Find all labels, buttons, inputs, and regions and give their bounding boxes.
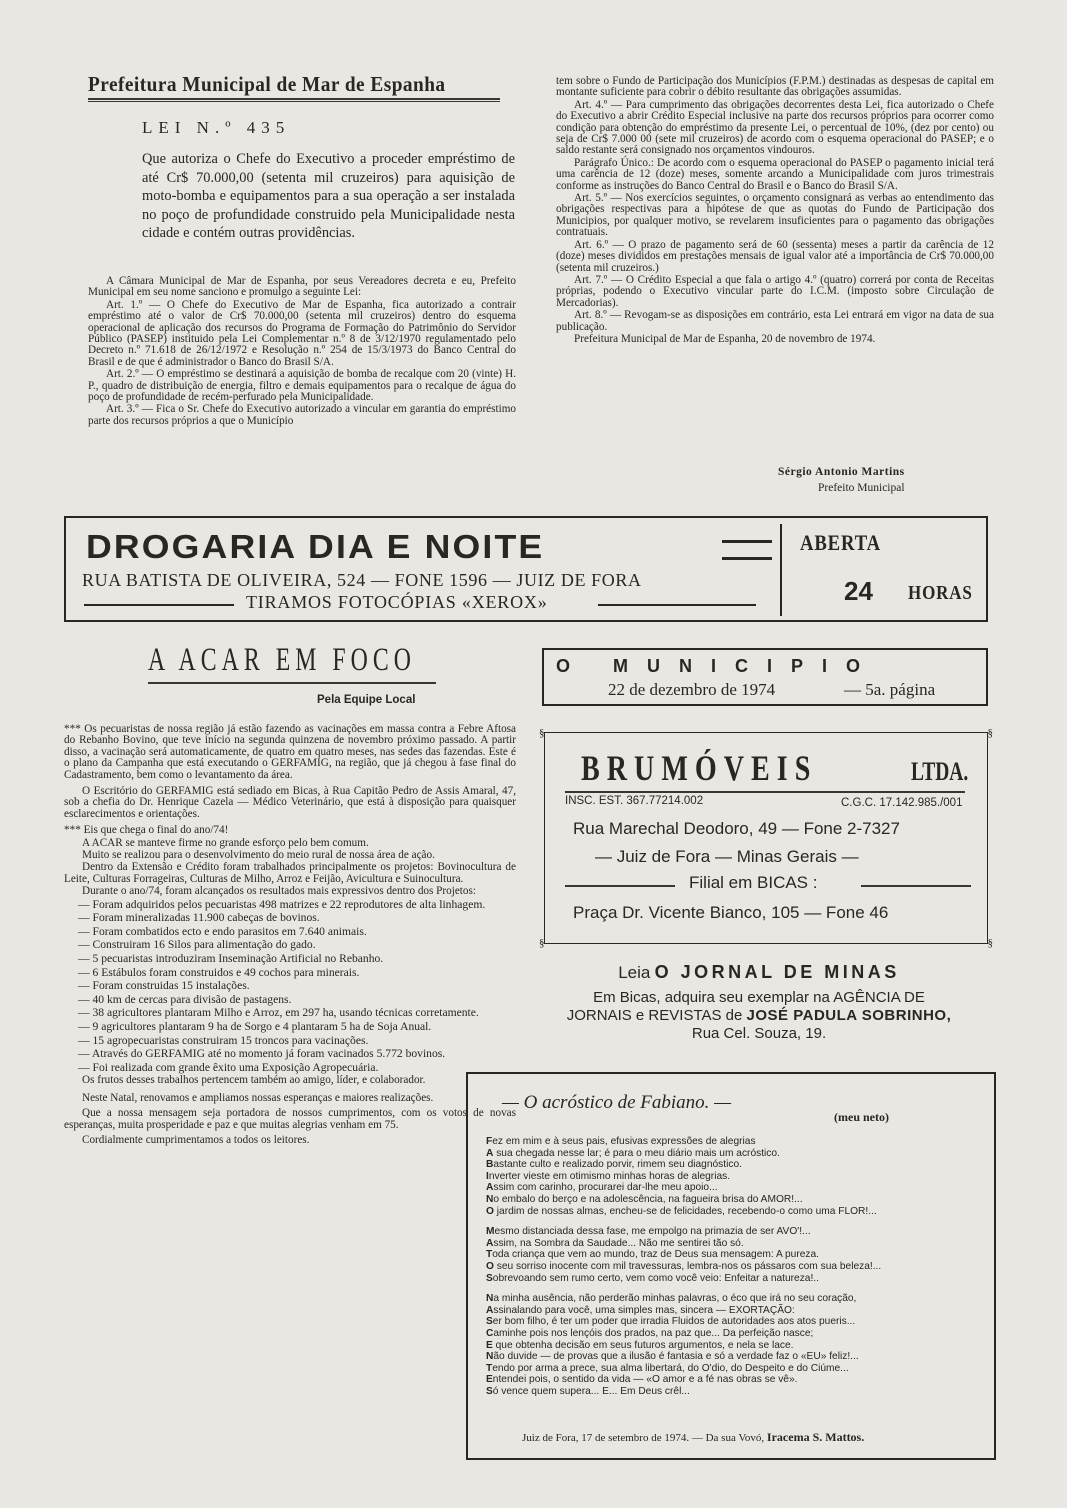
acrostico-title: — O acróstico de Fabiano. — bbox=[502, 1092, 732, 1113]
lei-paragraph: Art. 1.º — O Chefe do Executivo de Mar de Espanha, fica autorizado a contrair empréstimo até o valor de Cr$ 70.000,00 (setenta mil cruzeiros) dentro do esquema operacional de aplicação dos recursos do Programa de Formação do Patrimônio do Servidor Público (PASEP) instituido pela Lei Complementar n.º 8 de 3/12/1970 regulamentado pelo Decreto n.º 71.618 de 26/12/1972 e Resolução n.º 254 de 15/3/1973 do Banco Central do Brasil e de que é administrador o Banco do Brasil S/A. bbox=[88, 298, 516, 368]
acrostico-line: Caminhe pois nos lençóis dos prados, na paz que... Da perfeição nasce; bbox=[486, 1327, 814, 1339]
acrostico-line: Só vence quem supera... E... Em Deus crêl... bbox=[486, 1385, 690, 1397]
acar-result-item: — Construiram 16 Silos para alimentação do gado. bbox=[78, 938, 316, 952]
drogaria-open-label: ABERTA bbox=[800, 530, 881, 555]
drogaria-service: TIRAMOS FOTOCÓPIAS «XEROX» bbox=[246, 592, 548, 612]
acar-paragraph: Os frutos desses trabalhos pertencem também ao amigo, líder, e colaborador. bbox=[82, 1074, 426, 1087]
acrostico-line: Inverter vieste em otimismo minhas horas de alegrias. bbox=[486, 1170, 731, 1182]
acar-paragraph: Muito se realizou para o desenvolvimento do meio rural de nossa área de ação. bbox=[82, 849, 435, 862]
lei-left-column bbox=[88, 276, 516, 428]
brumoveis-address: Rua Marechal Deodoro, 49 — Fone 2-7327 bbox=[573, 819, 900, 838]
acar-byline: Pela Equipe Local bbox=[317, 694, 416, 706]
acar-result-item: — 5 pecuaristas introduziram Inseminação Artificial no Rebanho. bbox=[78, 952, 384, 966]
acrostico-line: Toda criança que vem ao mundo, traz de Deus sua mensagem: A pureza. bbox=[486, 1249, 819, 1261]
acrostico-line: E que obtenha decisão em seus futuros argumentos, e nela se lace. bbox=[486, 1339, 794, 1351]
lei-paragraph: tem sobre o Fundo de Participação dos Municípios (F.P.M.) destinadas as despesas de capital em montante suficiente para cobrir o débito resultante das obrigações assumidas. bbox=[556, 75, 994, 99]
acrostico-poem bbox=[486, 1136, 986, 1397]
brumoveis-suffix: LTDA. bbox=[911, 757, 969, 786]
acar-result-item: — 40 km de cercas para divisão de pastagens. bbox=[78, 992, 292, 1006]
brumoveis-ad bbox=[539, 727, 993, 949]
acrostico-initial: A bbox=[486, 1147, 494, 1159]
brumoveis-name-underline bbox=[565, 791, 965, 793]
acar-title-underline bbox=[148, 682, 436, 684]
acar-result-item: — Foi realizada com grande êxito uma Exposição Agropecuária. bbox=[78, 1060, 379, 1074]
acrostico-line: Não duvide — de provas que a ilusão é fantasia e só a verdade faz o «EU» feliz!... bbox=[486, 1351, 859, 1363]
acar-result-item: — Através do GERFAMIG até no momento já foram vacinados 5.772 bovinos. bbox=[78, 1047, 446, 1061]
acar-paragraph: Que a nossa mensagem seja portadora de nossos cumprimentos, com os votos de novas esperanças, muita prosperidade e paz e que muitas alegrias venham em 75. bbox=[64, 1107, 516, 1131]
acrostico-initial: S bbox=[486, 1272, 493, 1284]
acar-result-item: — Foram construidas 15 instalações. bbox=[78, 979, 250, 993]
acrostico-line: Assim, na Sombra da Saudade... Não me sentirei tão só. bbox=[486, 1237, 744, 1249]
lei-paragraph: Art. 2.º — O empréstimo se destinará a aquisição de bomba de recalque com 20 (vinte) H. P., quadro de distribuição de energia, filtro e demais equipamentos para o recalque de água do poço de profundidade de recém-perfurado pela Municipalidade. bbox=[88, 368, 516, 404]
jornal-title-line bbox=[514, 962, 1004, 983]
acrostico-author: Iracema S. Mattos. bbox=[766, 1430, 865, 1444]
jornal-agent: JOSÉ PADULA SOBRINHO, bbox=[746, 1007, 952, 1024]
acar-paragraph: *** Eis que chega o final do ano/74! bbox=[64, 824, 229, 837]
acrostico-initial: S bbox=[486, 1385, 493, 1397]
jornal-ad bbox=[514, 962, 1004, 1042]
acar-results-list bbox=[78, 899, 516, 1075]
acrostico-initial: A bbox=[486, 1304, 494, 1316]
drogaria-name: DROGARIA DIA E NOITE bbox=[86, 528, 545, 565]
drogaria-hours-number: 24 bbox=[844, 576, 873, 606]
acar-paragraph: Durante o ano/74, foram alcançados os resultados mais expressivos dentro dos Projetos: bbox=[82, 885, 476, 898]
acrostico-line: Mesmo distanciada dessa fase, me empolgo na primazia de ser AVO'!... bbox=[486, 1226, 811, 1238]
municipio-date: 22 de dezembro de 1974 bbox=[608, 680, 776, 699]
acrostico-initial: N bbox=[486, 1351, 494, 1363]
lei-paragraph: Art. 8.º — Revogam-se as disposições em contrário, esta Lei entrará em vigor na data de sua publicação. bbox=[556, 309, 994, 333]
acrostico-initial: M bbox=[486, 1226, 495, 1238]
acrostico-initial: C bbox=[486, 1327, 494, 1339]
acar-result-item: — 6 Estábulos foram construidos e 49 cochos para minerais. bbox=[78, 965, 360, 979]
jornal-line2: Em Bicas, adquira seu exemplar na AGÊNCIA DE bbox=[593, 989, 925, 1006]
lei-paragraph: Prefeitura Municipal de Mar de Espanha, 20 de novembro de 1974. bbox=[574, 332, 876, 345]
drogaria-divider bbox=[780, 524, 782, 616]
drogaria-service-line-right bbox=[598, 604, 756, 606]
lei-signature-name: Sérgio Antonio Martins bbox=[778, 466, 905, 478]
acrostico-initial: A bbox=[486, 1237, 494, 1249]
lei-header: Prefeitura Municipal de Mar de Espanha bbox=[88, 72, 446, 96]
acrostico-line: O seu sorriso inocente com mil travessuras, lembra-nos os pássaros com sua beleza!... bbox=[486, 1260, 882, 1272]
acrostico-footer: Juiz de Fora, 17 de setembro de 1974. — Da sua Vovó, Iracema S. Mattos. bbox=[522, 1430, 865, 1444]
jornal-line4: Rua Cel. Souza, 19. bbox=[691, 1025, 827, 1042]
municipio-page: — 5a. página bbox=[844, 680, 936, 699]
acrostico-line: Assim com carinho, procurarei dar-lhe meu apoio... bbox=[486, 1182, 718, 1194]
acrostico-initial: O bbox=[486, 1205, 494, 1217]
brumoveis-filial-address: Praça Dr. Vicente Bianco, 105 — Fone 46 bbox=[573, 903, 889, 922]
acrostico-line: Assinalando para você, uma simples mas, sincera — EXORTAÇÃO: bbox=[486, 1304, 795, 1316]
lei-paragraph: Parágrafo Único.: De acordo com o esquema operacional do PASEP o pagamento inicial terá uma carência de 12 (doze) meses, somente arcando a Municipalidade com juros trimestrais conforme as instruções do Banco Central do Brasil e o Banco do Brasil S/A. bbox=[556, 156, 994, 192]
acrostico-initial: T bbox=[486, 1249, 493, 1261]
lei-summary: Que autoriza o Chefe do Executivo a proceder empréstimo de até Cr$ 70.000,00 (setenta mil cruzeiros) para aquisição de moto-bomba e equipamentos para a sua operação a ser instalada no poço de profundidade construido pela Municipalidade nesta cidade e contém outras providências. bbox=[142, 151, 515, 241]
acrostico-line: Tendo por arma a prece, sua alma libertará, do O'dio, do Despeito e do Ciúme... bbox=[486, 1362, 849, 1374]
brumoveis-filial: Filial em BICAS : bbox=[689, 873, 818, 892]
acrostico-line: No embalo do berço e na adolescência, na fagueira brisa do AMOR!... bbox=[486, 1193, 803, 1205]
acar-paragraph: Dentro da Extensão e Crédito foram trabalhados principalmente os projetos: Bovinocultura de Leite, Culturas Forrageiras, Culturas de Milho, Arroz e Feijão, Avicultura e Suinocultura. bbox=[64, 861, 516, 885]
acrostico-line: Entendei pois, o sentido da vida — «O amor e a fé nas obras se vê». bbox=[486, 1374, 798, 1386]
acrostico-initial: I bbox=[486, 1170, 489, 1182]
drogaria-ad bbox=[64, 516, 988, 622]
lei-paragraph: Art. 3.º — Fica o Sr. Chefe do Executivo autorizado a vincular em garantia do empréstimo parte dos recursos próprios a que o Município bbox=[88, 403, 516, 427]
corner-ornament-br: § bbox=[987, 937, 993, 949]
lei-header-underline-2 bbox=[88, 101, 500, 102]
acrostico-line: Sobrevoando sem rumo certo, vem como você veio: Enfeitar a natureza!.. bbox=[486, 1272, 819, 1284]
lei-paragraph: Art. 7.º — O Crédito Especial a que fala o artigo 4.º (quatro) correrá por conta de Receitas próprias, podendo o Executivo vincular parte do I.C.M. (imposto sobre Circulação de Mercadorias). bbox=[556, 273, 994, 309]
drogaria-address: RUA BATISTA DE OLIVEIRA, 524 — FONE 1596 — JUIZ DE FORA bbox=[82, 570, 642, 590]
acrostico-initial: F bbox=[486, 1136, 493, 1147]
drogaria-equals-decor bbox=[722, 540, 772, 560]
acrostico-initial: S bbox=[486, 1316, 493, 1328]
acar-paragraph: O Escritório do GERFAMIG está sediado em Bicas, à Rua Capitão Pedro de Assis Amaral, 47, sob a chefia do Dr. Henrique Cazela — Médico Veterinário, que está à disposição para quaisquer esclarecimentos e orientações. bbox=[64, 785, 516, 820]
lei-paragraph: Art. 6.º — O prazo de pagamento será de 60 (sessenta) meses a partir da carência de 12 (doze) meses divididos em prestações mensais de igual valor até a importância de Cr$ 70.000,00 (setenta mil cruzeiros.) bbox=[556, 238, 994, 274]
acar-title: A ACAR EM FOCO bbox=[148, 642, 416, 678]
corner-ornament-tr: § bbox=[987, 727, 993, 739]
lei-paragraph: A Câmara Municipal de Mar de Espanha, por seus Vereadores decreta e eu, Prefeito Municipal em seu nome sanciono e promulgo a seguinte Lei: bbox=[88, 275, 516, 299]
lei-title: LEI N.º 435 bbox=[142, 118, 291, 137]
brumoveis-cgc: C.G.C. 17.142.985./001 bbox=[841, 797, 963, 809]
acrostico-initial: O bbox=[486, 1260, 494, 1272]
corner-ornament-bl: § bbox=[539, 937, 545, 949]
acar-result-item: — 38 agricultores plantaram Milho e Arroz, em 297 ha, usando técnicas corretamente. bbox=[78, 1006, 479, 1020]
acrostico-initial: T bbox=[486, 1362, 493, 1374]
lei-right-column bbox=[556, 76, 994, 346]
acrostico-line: O jardim de nossas almas, encheu-se de felicidades, recebendo-o como uma FLOR!... bbox=[486, 1205, 877, 1217]
jornal-name: O JORNAL DE MINAS bbox=[654, 962, 900, 982]
acar-paragraph: Cordialmente cumprimentamos a todos os leitores. bbox=[82, 1134, 310, 1147]
acrostico-box bbox=[466, 1072, 996, 1460]
brumoveis-filial-line-right bbox=[861, 885, 971, 887]
brumoveis-name: BRUMÓVEIS bbox=[581, 748, 818, 788]
acrostico-line: Bastante culto e realizado porvir, rimem seu diagnóstico. bbox=[486, 1159, 742, 1171]
acrostico-initial: N bbox=[486, 1193, 494, 1205]
brumoveis-insc: INSC. EST. 367.77214.002 bbox=[565, 795, 704, 807]
acar-body bbox=[64, 724, 516, 1147]
acar-paragraph: Neste Natal, renovamos e ampliamos nossas esperanças e maiores realizações. bbox=[82, 1091, 434, 1104]
acrostico-line: Ser bom filho, é ter um poder que irradia Fluidos de autoridades aos atos pueris... bbox=[486, 1316, 856, 1328]
acrostico-initial: B bbox=[486, 1159, 494, 1171]
acrostico-line: Fez em mim e à seus pais, efusivas expressões de alegrias bbox=[486, 1136, 756, 1147]
acar-result-item: — 9 agricultores plantaram 9 ha de Sorgo e 4 plantaram 5 ha de Soja Anual. bbox=[78, 1020, 432, 1034]
lei-header-underline bbox=[88, 98, 500, 100]
acrostico-line: Na minha ausência, não perderão minhas palavras, o éco que irá no seu coração, bbox=[486, 1293, 857, 1305]
acar-result-item: — Foram mineralizadas 11.900 cabeças de bovinos. bbox=[78, 911, 320, 925]
acrostico-initial: N bbox=[486, 1293, 494, 1305]
acrostico-initial: E bbox=[486, 1339, 493, 1351]
brumoveis-city: — Juiz de Fora — Minas Gerais — bbox=[595, 847, 859, 866]
jornal-prefix: Leia bbox=[618, 963, 651, 982]
acrostico-initial: E bbox=[486, 1374, 493, 1386]
municipio-box bbox=[542, 648, 988, 706]
acar-paragraph: A ACAR se manteve firme no grande esforço pelo bem comum. bbox=[82, 836, 369, 849]
lei-paragraph: Art. 4.º — Para cumprimento das obrigações decorrentes desta Lei, fica autorizado o Chefe do Executivo a abrir Crédito Especial inclusive na parte dos recursos próprios para ocorrer como condição para obtenção do empréstimo da presente Lei, o percentual de 10%, (dez por cento) ou seja de Cr$ 7.000 00 (sete mil cruzeiros) de acordo com o esquema operacional do PASEP; e o saldo restante será consignado nos orçamentos vindouros. bbox=[556, 98, 994, 157]
acar-result-item: — 15 agropecuaristas construiram 15 troncos para vacinações. bbox=[78, 1033, 369, 1047]
brumoveis-filial-line-left bbox=[565, 885, 675, 887]
lei-signature-title: Prefeito Municipal bbox=[818, 482, 905, 494]
acar-result-item: — Foram adquiridos pelos pecuaristas 498 matrizes e 22 reprodutores de alta linhagem. bbox=[78, 897, 486, 911]
municipio-name: O MUNICIPIO bbox=[556, 656, 880, 676]
corner-ornament-tl: § bbox=[539, 727, 545, 739]
acrostico-line: A sua chegada nesse lar; é para o meu diário mais um acróstico. bbox=[486, 1147, 780, 1159]
acrostico-subtitle: (meu neto) bbox=[834, 1110, 889, 1124]
acar-paragraph: *** Os pecuaristas de nossa região já estão fazendo as vacinações em massa contra a Febre Aftosa do Rebanho Bovino, que teve início na segunda quinzena de novembro próximo passado. A partir disso, a vacinação será automaticamente, de quatro em quatro meses, nas sedes das fazendas. Este é o plano da Campanha que está executando o GERFAMIG, na região, que já chegou à fase final do Cadastramento, bem como o levantamento da área. bbox=[64, 723, 516, 781]
acrostico-initial: A bbox=[486, 1182, 494, 1194]
drogaria-service-line-left bbox=[84, 604, 234, 606]
lei-paragraph: Art. 5.º — Nos exercícios seguintes, o orçamento consignará as verbas ao entendimento das obrigações respectivas para a hipótese de que as quotas do Fundo de Participação dos Municipios, por qualquer motivo, se revelarem insuficientes para o pagamento das obrigações contratuais. bbox=[556, 192, 994, 239]
acar-result-item: — Foram combatidos ecto e endo parasitos em 7.640 animais. bbox=[78, 924, 367, 938]
jornal-line3: JORNAIS e REVISTAS de JOSÉ PADULA SOBRINHO, bbox=[566, 1007, 952, 1024]
drogaria-hours-label: HORAS bbox=[908, 582, 973, 604]
